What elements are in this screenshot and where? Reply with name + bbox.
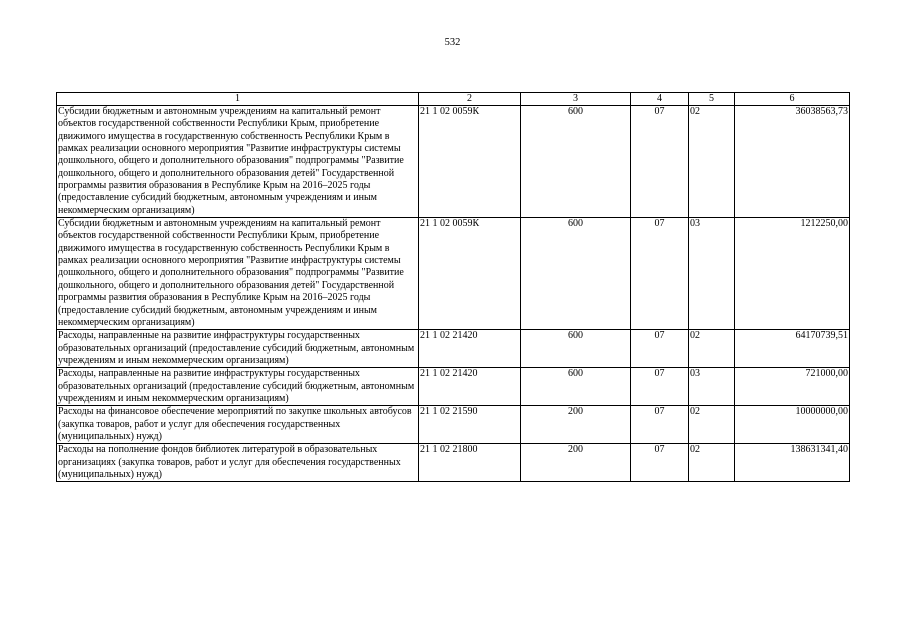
row-name: Расходы, направленные на развитие инфраструктуры государственных образовательных организаций (предоставление субсидий бюджетным, автономным учреждениям и иным некоммерческим организациям) [57, 368, 419, 406]
header-col-6: 6 [735, 93, 850, 106]
header-col-1: 1 [57, 93, 419, 106]
budget-table [56, 92, 850, 482]
table-body [57, 106, 850, 482]
header-col-2: 2 [419, 93, 521, 106]
row-name: Субсидии бюджетным и автономным учреждениям на капитальный ремонт объектов государственной собственности Республики Крым, приобретение движимого имущества в государственную собственность Республики Крым в рамках реализации основного мероприятия "Развитие инфраструктуры системы дошкольного, общего и дополнительного образования" подпрограммы "Развитие дошкольного, общего и дополнительного образования детей" Государственной программы развития образования в Республике Крым на 2016–2025 годы (предоставление субсидий бюджетным, автономным учреждениям и иным некоммерческим организациям) [57, 106, 419, 218]
row-expense-type: 200 [521, 444, 631, 482]
row-section: 07 [631, 444, 689, 482]
row-amount: 721000,00 [735, 368, 850, 406]
header-row [57, 93, 850, 106]
row-name: Расходы, направленные на развитие инфраструктуры государственных образовательных организаций (предоставление субсидий бюджетным, автономным учреждениям и иным некоммерческим организациям) [57, 330, 419, 368]
page-number: 532 [444, 37, 461, 48]
table-row [57, 368, 850, 406]
row-subsection: 03 [689, 218, 735, 330]
row-target-code: 21 1 02 21420 [419, 368, 521, 406]
row-target-code: 21 1 02 21590 [419, 406, 521, 444]
row-section: 07 [631, 368, 689, 406]
row-section: 07 [631, 406, 689, 444]
row-target-code: 21 1 02 21800 [419, 444, 521, 482]
row-expense-type: 600 [521, 368, 631, 406]
row-subsection: 02 [689, 106, 735, 218]
table-row [57, 330, 850, 368]
table-row [57, 406, 850, 444]
row-name: Расходы на финансовое обеспечение мероприятий по закупке школьных автобусов (закупка товаров, работ и услуг для обеспечения государственных (муниципальных) нужд) [57, 406, 419, 444]
row-amount: 36038563,73 [735, 106, 850, 218]
header-col-4: 4 [631, 93, 689, 106]
row-expense-type: 600 [521, 218, 631, 330]
row-subsection: 02 [689, 406, 735, 444]
row-section: 07 [631, 106, 689, 218]
row-target-code: 21 1 02 0059К [419, 106, 521, 218]
row-amount: 1212250,00 [735, 218, 850, 330]
row-amount: 10000000,00 [735, 406, 850, 444]
table-row [57, 444, 850, 482]
row-expense-type: 600 [521, 330, 631, 368]
row-expense-type: 200 [521, 406, 631, 444]
row-amount: 64170739,51 [735, 330, 850, 368]
table-header [57, 93, 850, 106]
row-name: Субсидии бюджетным и автономным учреждениям на капитальный ремонт объектов государственной собственности Республики Крым, приобретение движимого имущества в государственную собственность Республики Крым в рамках реализации основного мероприятия "Развитие инфраструктуры системы дошкольного, общего и дополнительного образования" подпрограммы "Развитие дошкольного, общего и дополнительного образования детей" Государственной программы развития образования в Республике Крым на 2016–2025 годы (предоставление субсидий бюджетным, автономным учреждениям и иным некоммерческим организациям) [57, 218, 419, 330]
row-amount: 138631341,40 [735, 444, 850, 482]
table-row [57, 218, 850, 330]
row-target-code: 21 1 02 0059К [419, 218, 521, 330]
row-section: 07 [631, 218, 689, 330]
header-col-3: 3 [521, 93, 631, 106]
table-row [57, 106, 850, 218]
row-subsection: 02 [689, 330, 735, 368]
row-subsection: 02 [689, 444, 735, 482]
row-expense-type: 600 [521, 106, 631, 218]
header-col-5: 5 [689, 93, 735, 106]
row-section: 07 [631, 330, 689, 368]
row-name: Расходы на пополнение фондов библиотек литературой в образовательных организациях (закупка товаров, работ и услуг для обеспечения государственных (муниципальных) нужд) [57, 444, 419, 482]
row-target-code: 21 1 02 21420 [419, 330, 521, 368]
row-subsection: 03 [689, 368, 735, 406]
